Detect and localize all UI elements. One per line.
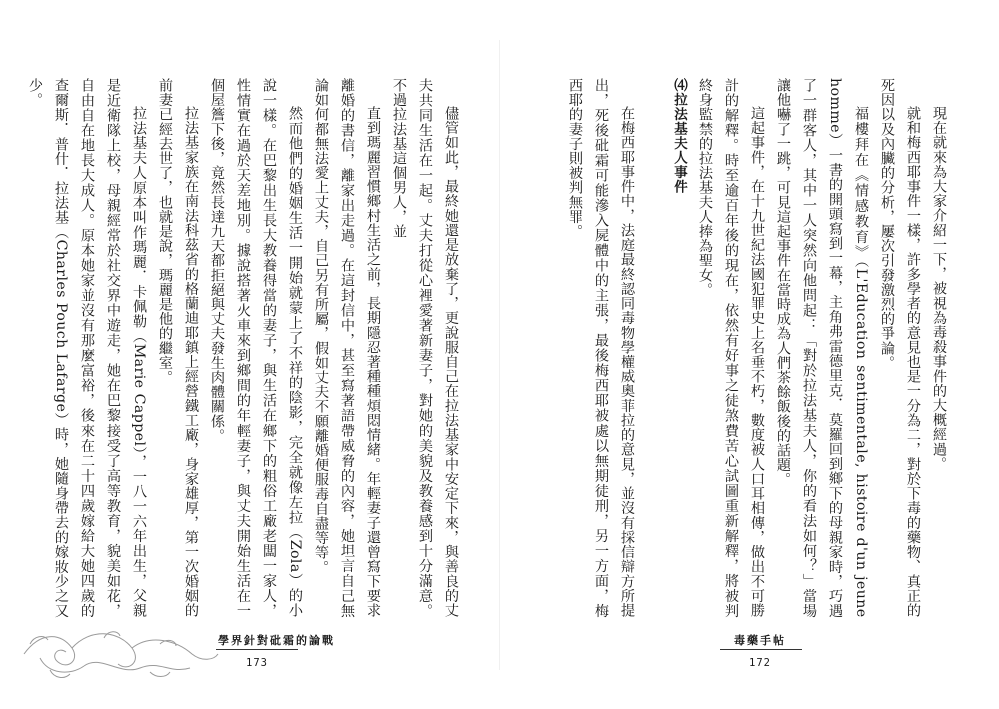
page-number: 172 [749, 657, 771, 669]
left-page [20, 0, 500, 709]
running-title: 學界針對砒霜的論戰 [218, 634, 335, 647]
floral-scroll-ornament-icon [20, 614, 220, 684]
paragraph: 在梅西耶事件中，法庭最終認同毒物學權威奧菲拉的意見，並沒有採信辯方所提出，死後砒霜可能滲入屍體中的主張，最後梅西耶被處以無期徒刑，另一方面，梅西耶的妻子則被判無罪。 [567, 78, 635, 618]
footer-rule [216, 649, 298, 650]
right-page [520, 0, 999, 709]
gutter [499, 40, 500, 670]
paragraph: 這起事件，在十九世紀法國犯罪史上名垂不朽，數度被人口耳相傳，做出不可勝計的解釋。時至逾百年後的現在，依然有好事之徒煞費苦心試圖重新解釋，將被判終身監禁的拉法基夫人捧為聖女。 [697, 78, 765, 618]
paragraph: 福樓拜在《情感教育》（L'Education sentimentale, histoire d'un jeune homme）一書的開頭寫到一幕，主角弗雷德里克．莫羅回到鄉下的母親家時，巧遇了一群客人，其中一人突然向他問起：「對於拉法基夫人，你的看法如何？」當場讓他嚇了一跳，可見這起事件在當時成為人們茶餘飯後的話題。 [775, 78, 869, 618]
paragraph: 拉法基夫人原本叫作瑪麗．卡佩勒（Marie Cappel），一八一六年出生，父親是近衛隊上校，母親經常於社交界中遊走，她在巴黎接受了高等教育，貌美如花，自由自在地長大成人。原本她家並沒有那麼富裕，後來在二十四歲嫁給大她四歲的查爾斯．普什．拉法基（Charles Pouch Lafarge）時，她隨身帶去的嫁妝少之又少。 [27, 78, 147, 618]
left-page-text [27, 78, 464, 618]
paragraph: 現在就來為大家介紹一下，被視為毒殺事件的大概經過。 [931, 106, 947, 472]
right-page-text [567, 78, 952, 618]
paragraph: 直到瑪麗習慣鄉村生活之前，長期隱忍著種種煩悶情緒。年輕妻子還曾寫下要求離婚的書信，離家出走過。在這封信中，甚至寫著語帶威脅的內容，她坦言自己無論如何都無法愛上丈夫，自己另有所屬，假如丈夫不願離婚便服毒自盡等等。 [313, 78, 381, 618]
running-title: 毒藥手帖 [734, 634, 786, 647]
paragraph: 然而他們的婚姻生活一開始就蒙上了不祥的陰影，完全就像左拉（Zola）的小說一樣。在巴黎出生長大教養得當的妻子，與生活在鄉下的粗俗工廠老闆一家人，性情實在過於天差地別。據說搭著火車來到鄉間的年輕妻子，與丈夫開始生活在一個屋簷下後，竟然長達九天都拒絕與丈夫發生肉體關係。 [209, 78, 303, 618]
paragraph: 就和梅西耶事件一樣，許多學者的意見也是一分為二，對於下毒的藥物、真正的死因以及內臟的分析，屢次引發激烈的爭論。 [879, 78, 921, 618]
paragraph: 拉法基家族在南法科茲省的格蘭迪耶鎮上經營鐵工廠，身家雄厚，第一次婚姻的前妻已經去世了，也就是說，瑪麗是他的繼室。 [157, 78, 199, 618]
section-heading: ⑷拉法基夫人事件 [671, 78, 687, 194]
page-number: 173 [246, 657, 268, 669]
footer-rule [720, 649, 802, 650]
paragraph: 儘管如此，最終她還是放棄了，更說服自己在拉法基家中安定下來，與善良的丈夫共同生活在一起。丈夫打從心裡愛著新妻子，對她的美貌及教養感到十分滿意。不過拉法基這個男人，並 [391, 78, 459, 618]
